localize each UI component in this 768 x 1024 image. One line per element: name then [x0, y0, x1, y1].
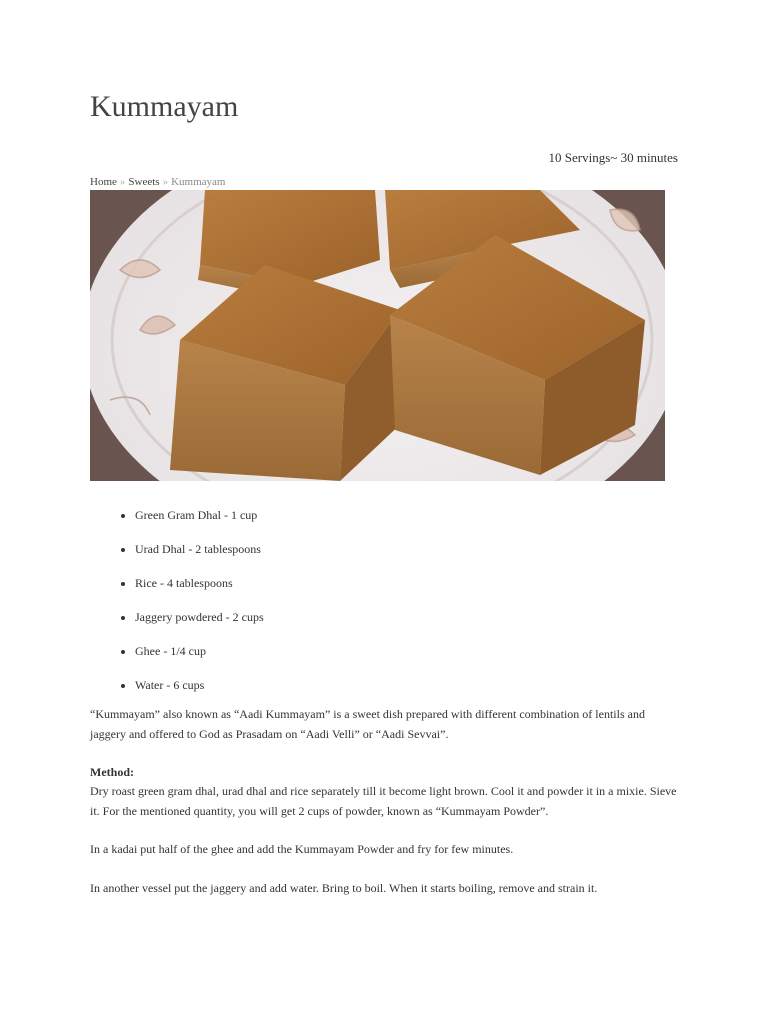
kummayam-photo [90, 190, 665, 481]
intro-paragraph: “Kummayam” also known as “Aadi Kummayam” is a sweet dish prepared with different combination of lentils and jaggery and offered to God as Prasadam on “Aadi Velli” or “Aadi Sevvai”. [90, 707, 645, 741]
recipe-meta: 10 Servings~ 30 minutes [548, 150, 678, 165]
page-title: Kummayam [90, 90, 239, 123]
ingredient-item: • Ghee - 1/4 cup [135, 640, 264, 674]
ingredient-item: • Urad Dhal - 2 tablespoons [135, 538, 264, 572]
method-step: In a kadai put half of the ghee and add the Kummayam Powder and fry for few minutes. [90, 842, 514, 856]
breadcrumb [90, 176, 225, 188]
breadcrumb-home-link[interactable]: Home [90, 176, 117, 188]
ingredient-item: • Green Gram Dhal - 1 cup [135, 504, 264, 538]
breadcrumb-separator: » [162, 176, 169, 188]
ingredients-list [115, 504, 264, 708]
ingredient-item: • Jaggery powdered - 2 cups [135, 606, 264, 640]
method-heading: Method: [90, 765, 134, 779]
breadcrumb-sweets-link[interactable]: Sweets [128, 176, 160, 188]
breadcrumb-separator: » [119, 176, 126, 188]
breadcrumb-current: Kummayam [171, 176, 226, 188]
ingredient-item: • Water - 6 cups [135, 674, 264, 708]
method-step: In another vessel put the jaggery and add water. Bring to boil. When it starts boiling, remove and strain it. [90, 881, 598, 895]
method-step: Dry roast green gram dhal, urad dhal and rice separately till it become light brown. Cool it and powder it in a mixie. Sieve it. For the mentioned quantity, you will get 2 cups of powder, known as “Kummayam Powder”. [90, 784, 677, 818]
ingredient-item: • Rice - 4 tablespoons [135, 572, 264, 606]
